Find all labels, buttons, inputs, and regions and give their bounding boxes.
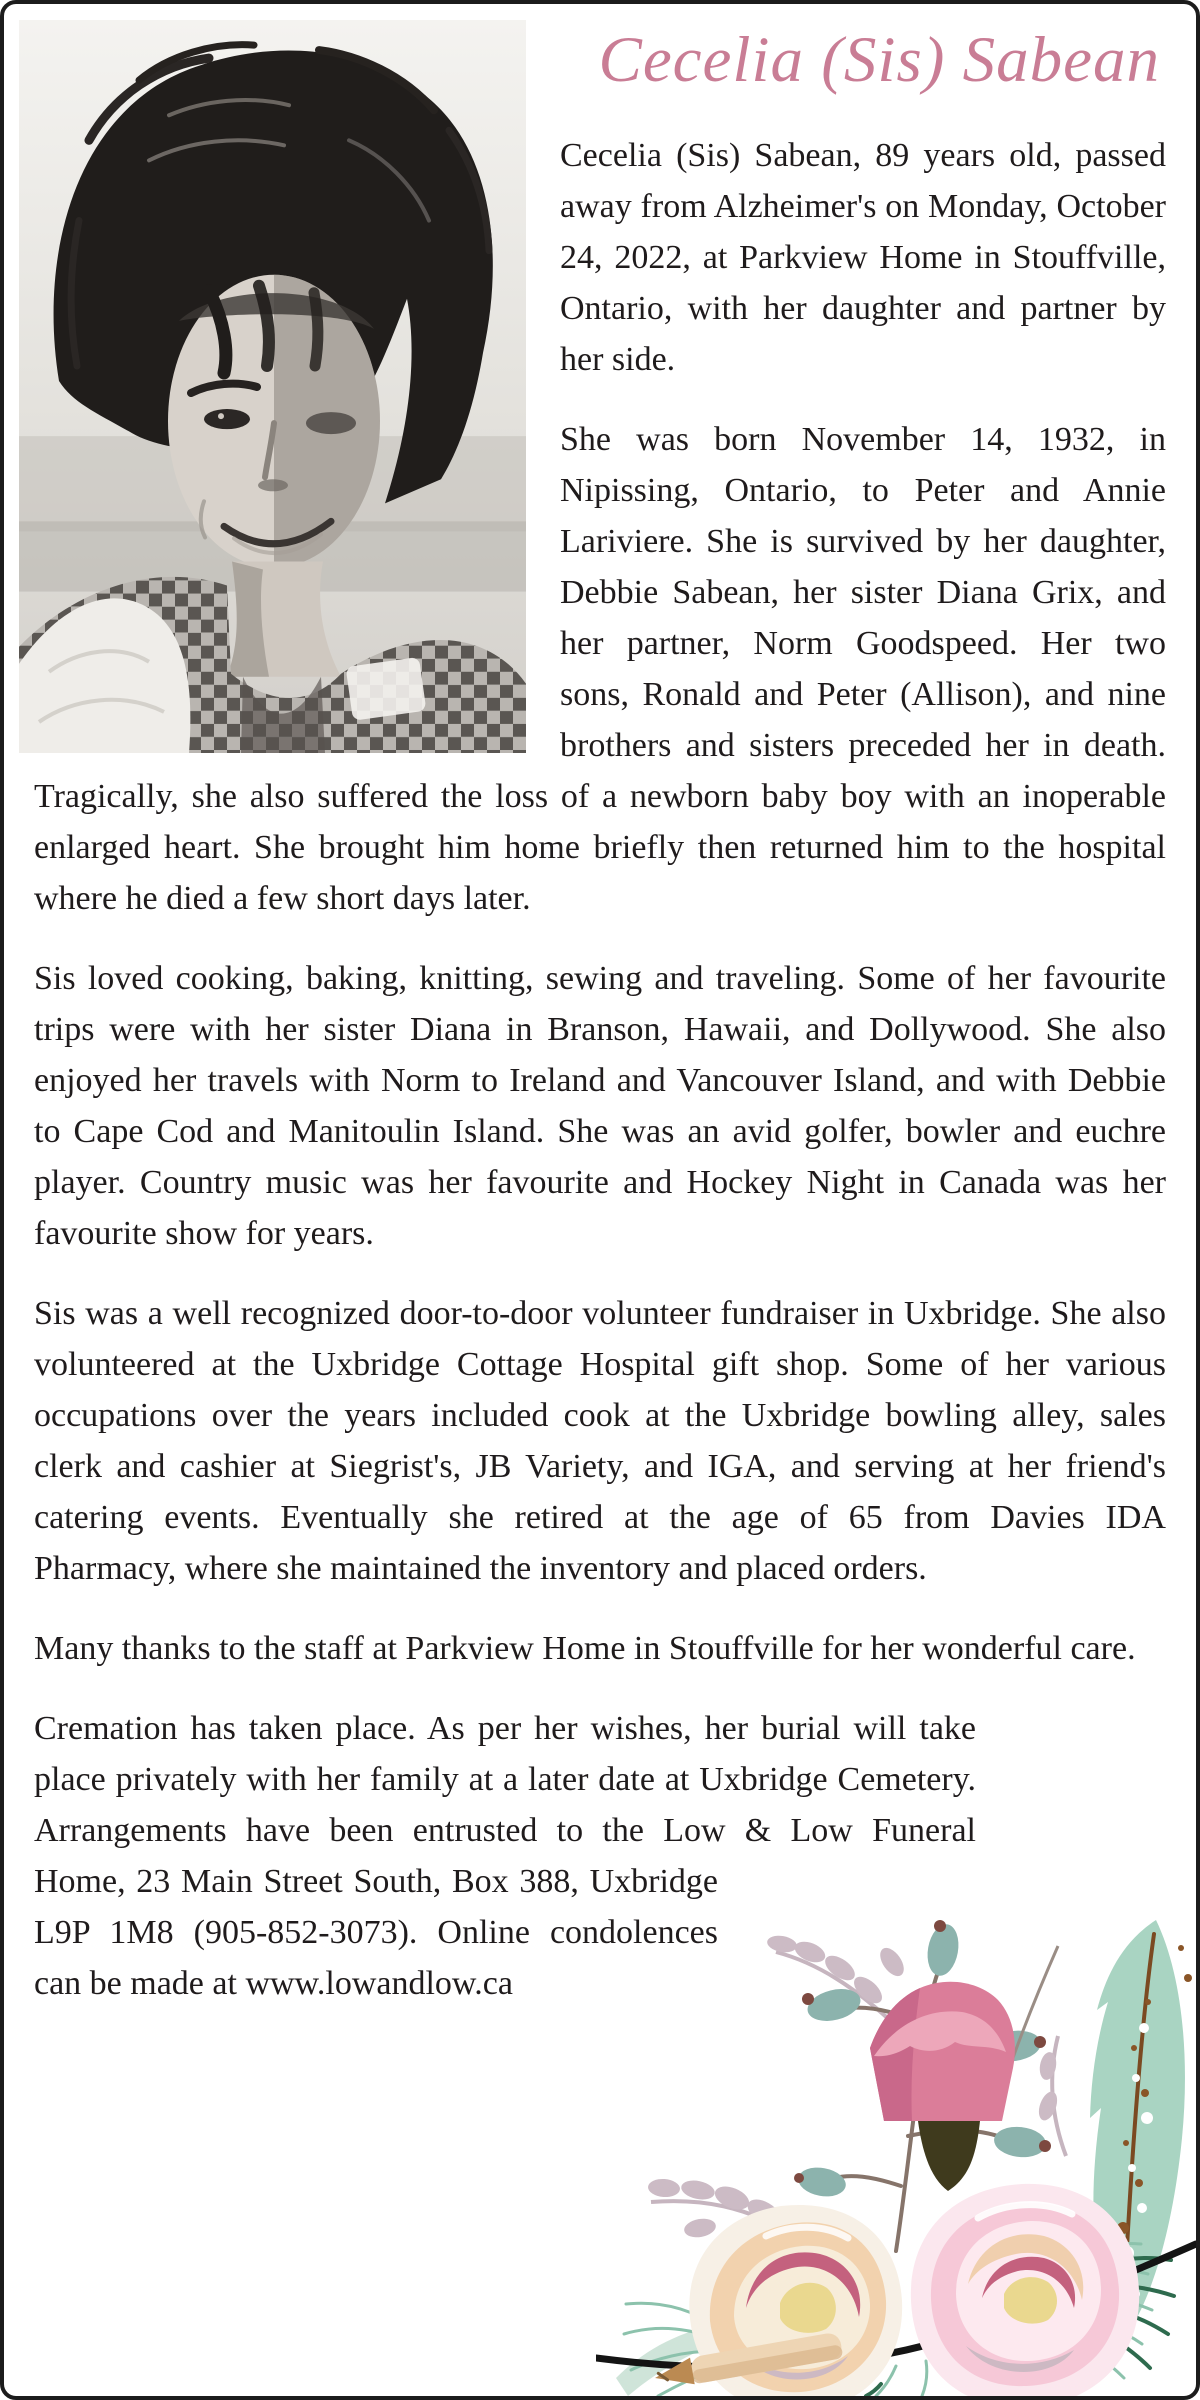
rose-right (911, 2184, 1139, 2396)
face (168, 275, 380, 568)
floral-wrap-spacer-top (976, 1703, 1166, 1858)
obituary-paragraph-2: She was born November 14, 1932, in Nipissing, Ontario, to Peter and Annie Lariviere. She is survived by her daughter, Debbie Sabean, her sister Diana Grix, and her partner, Norm Goodspeed. Her two sons, Ronald and Peter (Allison), and nine brothers and sisters preceded her in death. Tragically, she also suffered the loss of a newborn baby boy with an inoperable enlarged heart. She brought him home briefly then returned him to the hospital where he died a few short days later. (34, 421, 1166, 918)
pine-needles-dark (824, 2258, 1174, 2396)
obituary-paragraph-4: Sis was a well recognized door-to-door volunteer fundraiser in Uxbridge. She also volunteered at the Uxbridge Cottage Hospital gift shop. Some of her various occupations over the years included cook at the Uxbridge bowling alley, sales clerk and cashier at Siegrist's, JB Variety, and IGA, and serving at her friend's catering events. Eventually she retired at the age of 65 from Davies IDA Pharmacy, where she maintained the inventory and placed orders. (34, 1295, 1166, 1588)
obituary-paragraph-1: Cecelia (Sis) Sabean, 89 years old, passed away from Alzheimer's on Monday, October 24, 2022, at Parkview Home in Stouffville, Ontario, with her daughter and partner by her side. (560, 137, 1166, 379)
floral-wrap-spacer-bottom (718, 1858, 1166, 2188)
black-swoosh (596, 2244, 1196, 2367)
pine-needles (624, 2244, 1152, 2397)
obituary-content (4, 4, 1196, 2009)
obituary-paragraph-closing (34, 1703, 1166, 2009)
portrait-photo (19, 20, 526, 753)
obituary-paragraph-5: Many thanks to the staff at Parkview Home in Stouffville for her wonderful care. (34, 1630, 1136, 1668)
website-url: www.lowandlow.ca (245, 1965, 513, 2003)
soft-leaf (616, 2323, 778, 2396)
rose-left (689, 2205, 902, 2396)
closing-text: Cremation has taken place. As per her wishes, her burial will take place privately with her family at a later date at Uxbridge Cemetery. Arrangements have been entrusted to the Low & Low Funeral Home, 23 Main Street South, Box 388, Uxbridge L9P 1M8 (905-852-3073). Online condolences can be made at (34, 1710, 976, 2003)
portrait-photo-illustration (19, 20, 526, 753)
page-title: Cecelia (Sis) Sabean (598, 24, 1160, 96)
paintbrush (653, 2331, 844, 2390)
obituary-paragraph-3: Sis loved cooking, baking, knitting, sewing and traveling. Some of her favourite trips were with her sister Diana in Branson, Hawaii, and Dollywood. She also enjoyed her travels with Norm to Ireland and Vancouver Island, and with Debbie to Cape Cod and Manitoulin Island. She was an avid golfer, bowler and euchre player. Country music was her favourite and Hockey Night in Canada was her favourite show for years. (34, 960, 1166, 1253)
